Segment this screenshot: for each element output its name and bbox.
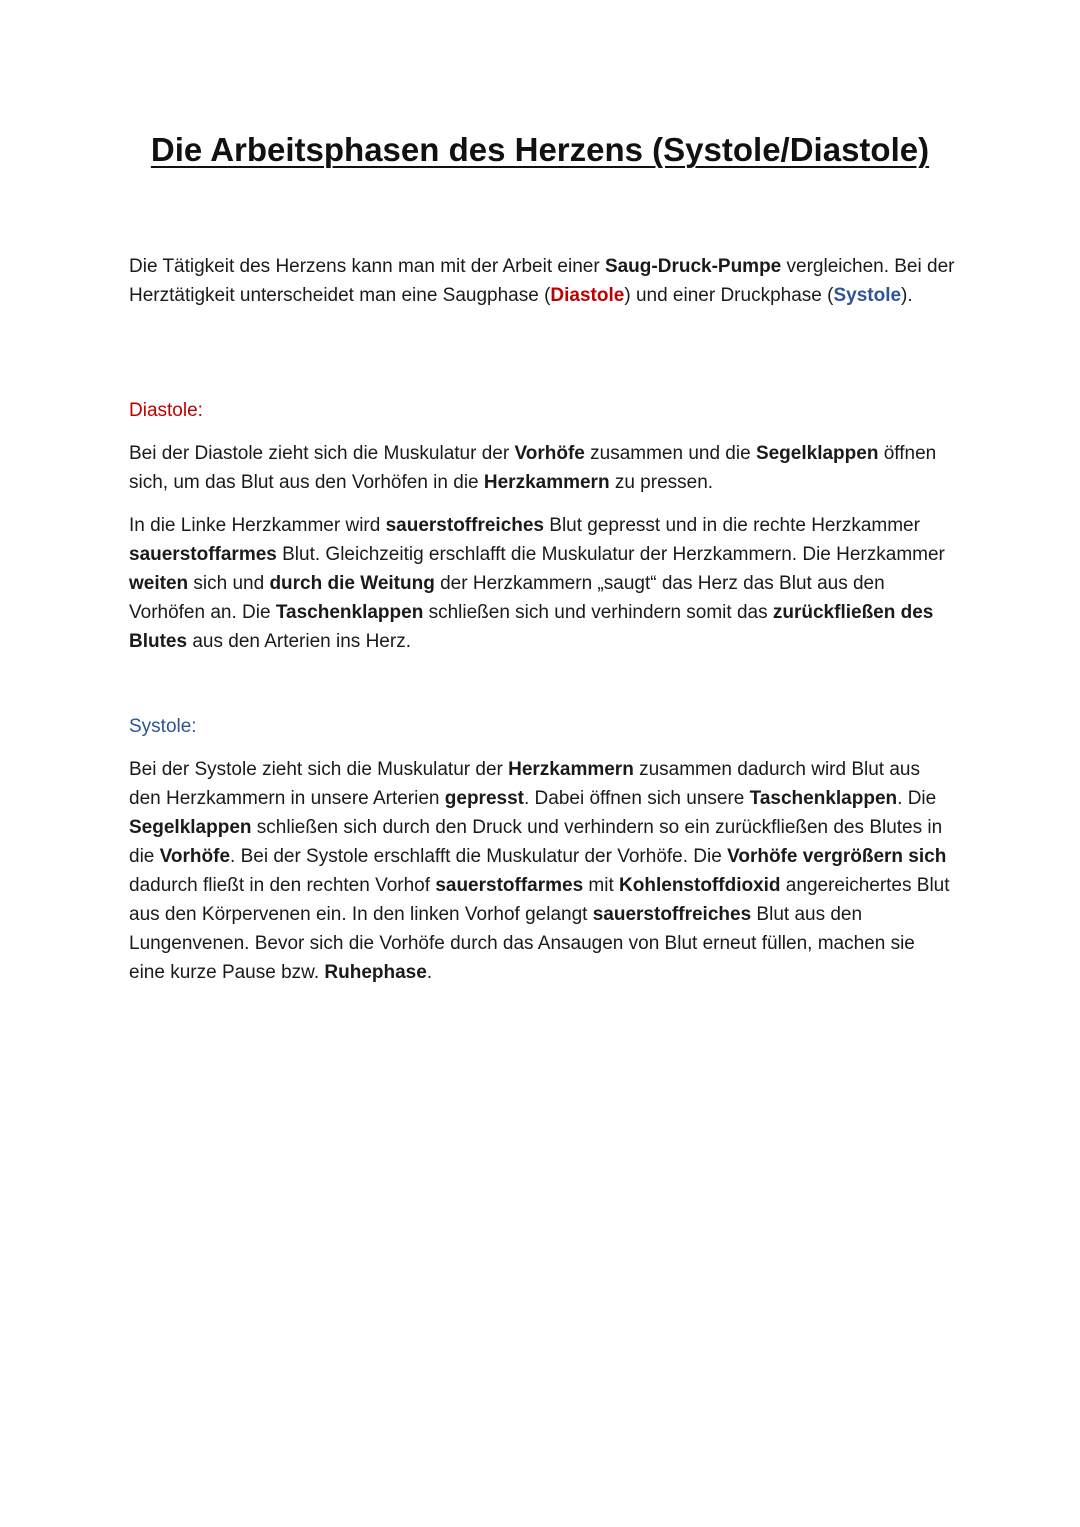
diastole-term: Diastole <box>550 285 625 306</box>
diastole-paragraph-2: In die Linke Herzkammer wird sauerstoffreiches Blut gepresst und in die rechte Herzkammer sauerstoffarmes Blut. Gleichzeitig erschlafft die Muskulatur der Herzkammern. Die Herzkammer weiten sich und durch die Weitung der Herzkammern „saugt“ das Herz das Blut aus den Vorhöfen an. Die Taschenklappen schließen sich und verhindern somit das zurückfließen des Blutes aus den Arterien ins Herz. <box>129 515 945 652</box>
diastole-paragraph-1: Bei der Diastole zieht sich die Muskulatur der Vorhöfe zusammen und die Segelklappen öffnen sich, um das Blut aus den Vorhöfen in die Herzkammern zu pressen. <box>129 443 937 493</box>
systole-paragraph: Bei der Systole zieht sich die Muskulatur der Herzkammern zusammen dadurch wird Blut aus den Herzkammern in unsere Arterien gepresst. Dabei öffnen sich unsere Taschenklappen. Die Segelklappen schließen sich durch den Druck und verhindern so ein zurückfließen des Blutes in die Vorhöfe. Bei der Systole erschlafft die Muskulatur der Vorhöfe. Die Vorhöfe vergrößern sich dadurch fließt in den rechten Vorhof sauerstoffarmes mit Kohlenstoffdioxid angereichertes Blut aus den Körpervenen ein. In den linken Vorhof gelangt sauerstoffreiches Blut aus den Lungenvenen. Bevor sich die Vorhöfe durch das Ansaugen von Blut erneut füllen, machen sie eine kurze Pause bzw. Ruhephase. <box>129 759 950 983</box>
page-title-text: Die Arbeitsphasen des Herzens (Systole/Diastole) <box>150 131 930 168</box>
intro-paragraph: Die Tätigkeit des Herzens kann man mit der Arbeit einer Saug-Druck-Pumpe vergleichen. Bei der Herztätigkeit unterscheidet man eine Saugphase (Diastole) und einer Druckphase (Systole). <box>129 256 955 306</box>
systole-term: Systole <box>833 285 902 306</box>
systole-heading: Systole: <box>129 716 197 737</box>
page-title <box>0 128 1080 172</box>
diastole-heading: Diastole: <box>129 400 203 421</box>
bold-term: Saug-Druck-Pumpe <box>604 256 782 277</box>
